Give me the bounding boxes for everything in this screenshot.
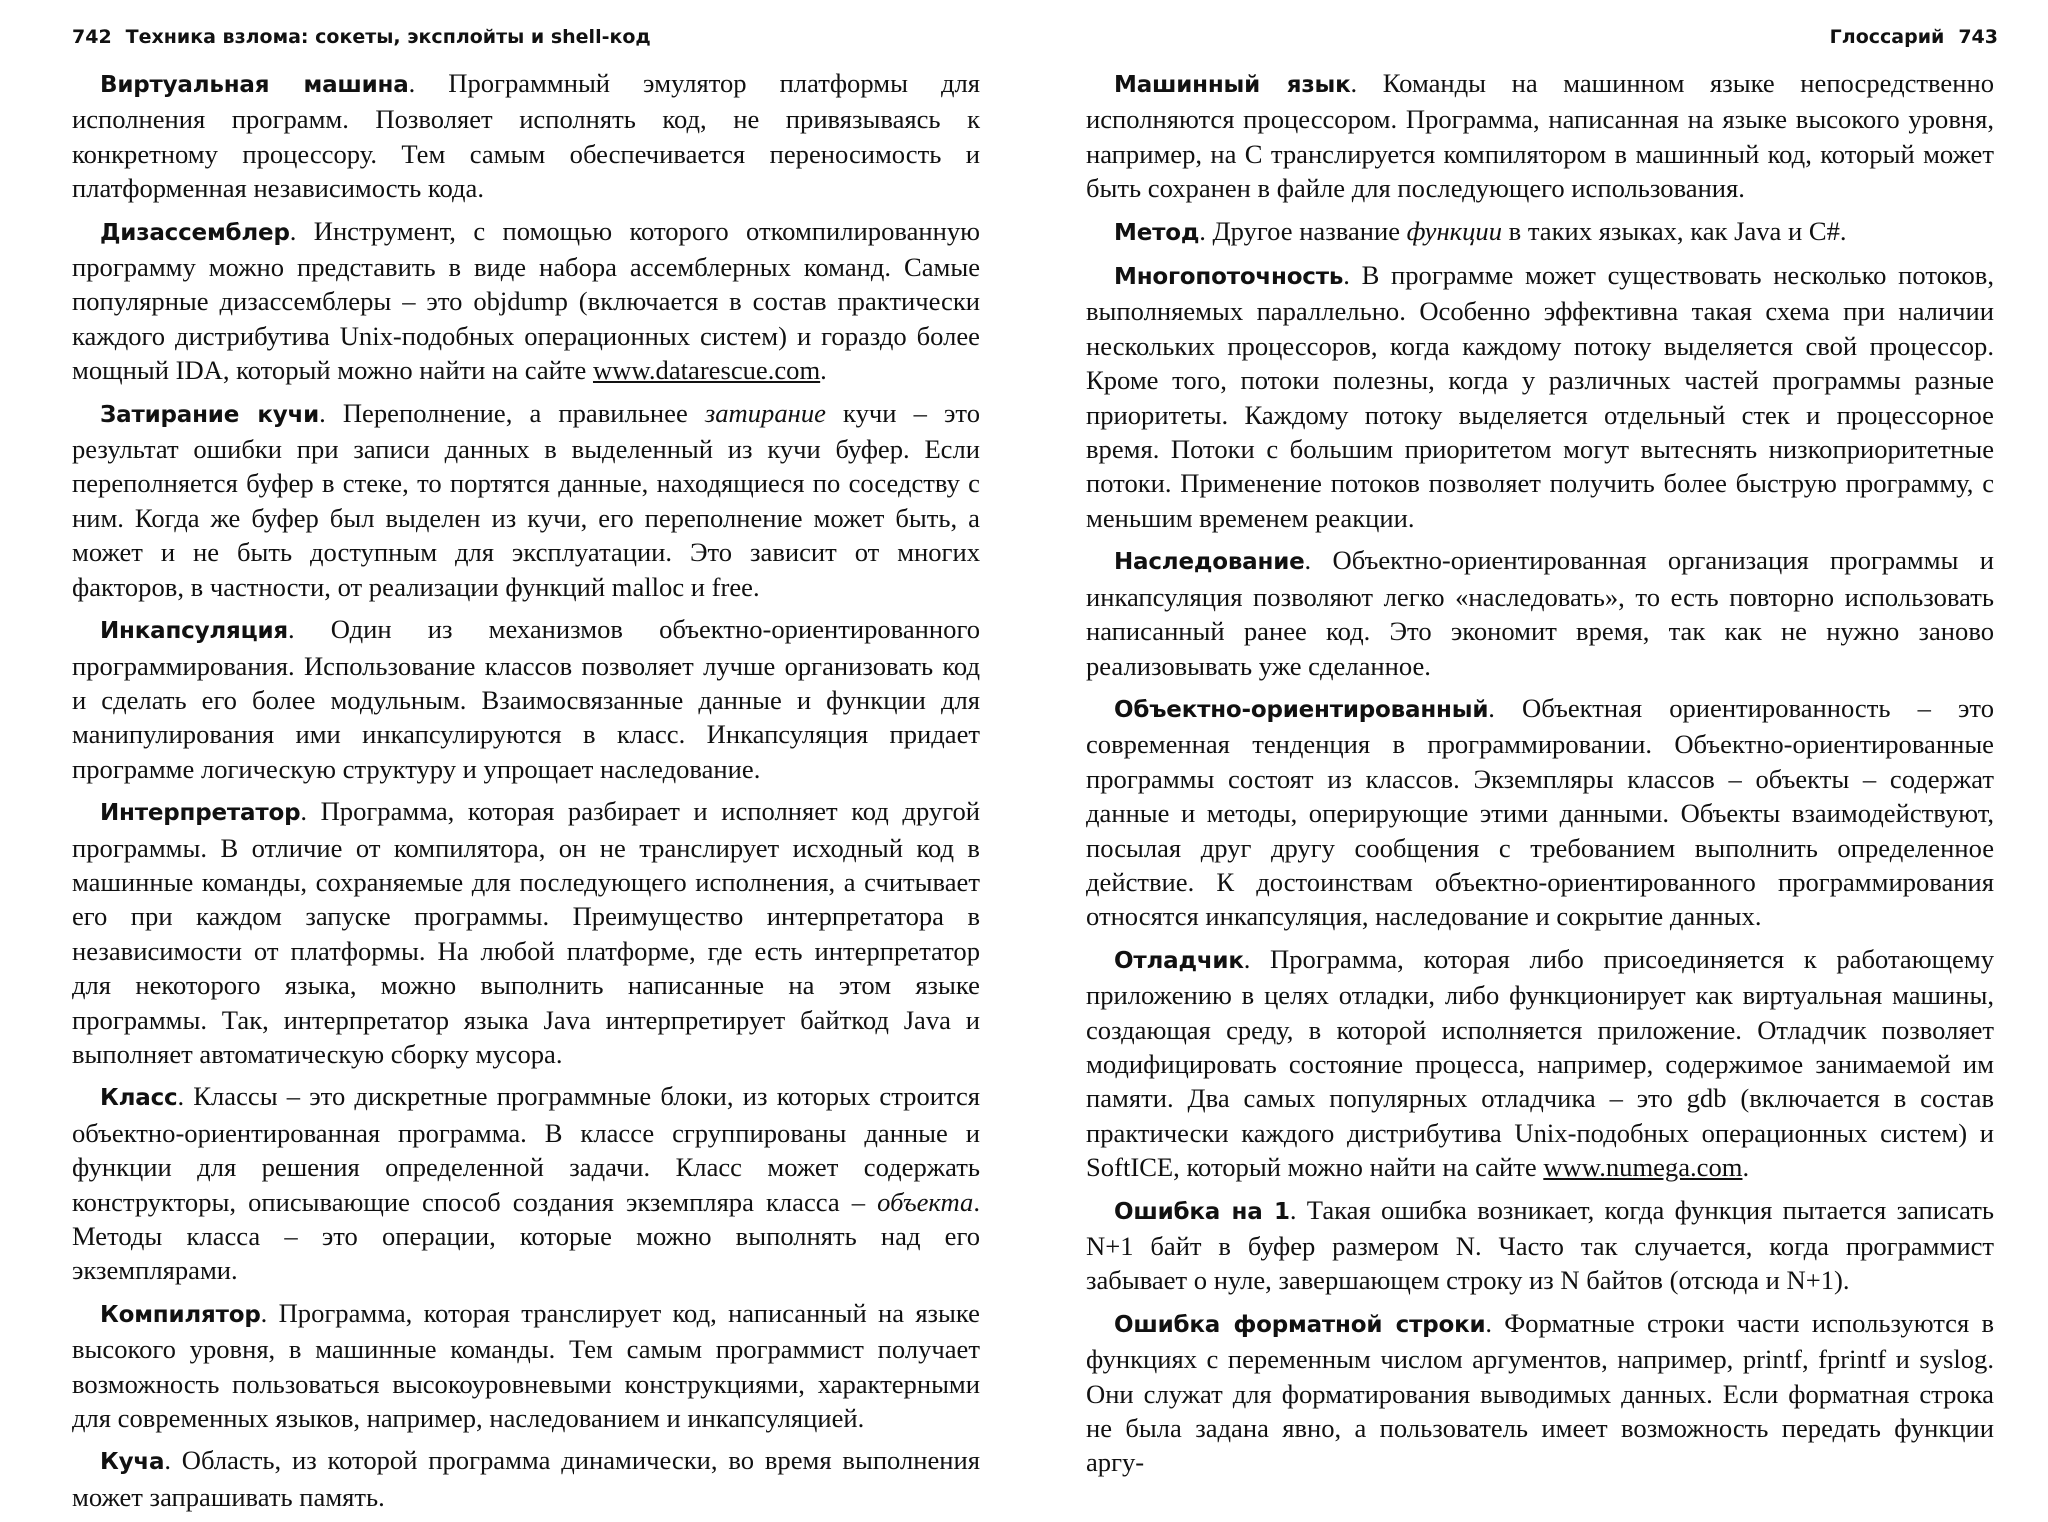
glossary-term: Класс — [100, 1085, 178, 1112]
left-running-title: Техника взлома: сокеты, эксплойты и shell-код — [125, 26, 651, 48]
glossary-term: Наследование — [1114, 549, 1305, 576]
glossary-entry-encapsulation — [72, 612, 980, 786]
glossary-definition: . Другое название — [1199, 215, 1407, 246]
glossary-term: Куча — [100, 1449, 165, 1476]
emphasis-text: затирание — [704, 397, 826, 428]
glossary-definition: . Такая ошибка возникает, когда функция пытается записать N+1 байт в буфер размером N. Часто так случается, когда программист забывает о нуле, завершающем строку из N байтов (отсюда и N+1). — [1086, 1194, 1994, 1296]
glossary-entry-machine-language — [1086, 66, 1994, 206]
glossary-entry-multithreading — [1086, 258, 1994, 535]
glossary-definition: . Область, из которой программа динамически, во время выполнения может запрашивать память. — [72, 1445, 980, 1512]
left-text-column — [72, 66, 980, 1522]
glossary-entry-interpreter — [72, 794, 980, 1071]
glossary-definition: . Классы – это дискретные программные блоки, из которых строится объектно-ориентированная программа. В классе сгруппированы данные и функции для решения определенной задачи. Класс может содержать конструкторы, описывающие способ создания экземпляра класса – — [72, 1081, 980, 1217]
right-page-number: 743 — [1958, 26, 1998, 48]
glossary-term: Виртуальная машина — [100, 72, 409, 98]
glossary-term: Компилятор — [100, 1301, 261, 1328]
glossary-term: Метод — [1114, 219, 1200, 246]
glossary-definition-cont: . Методы класса – это операции, которые можно выполнять над его экземплярами. — [72, 1186, 980, 1286]
glossary-definition: . Программный эмулятор платформы для исполнения программ. Позволяет исполнять код, не привязываясь к конкретному процессору. Тем самым обеспечивается переносимость и платформенная независимость кода. — [72, 68, 980, 204]
glossary-entry-debugger — [1086, 942, 1994, 1185]
glossary-entry-virtual-machine — [72, 66, 980, 206]
glossary-term: Затирание кучи — [100, 401, 320, 428]
glossary-entry-heap — [72, 1443, 980, 1514]
numega-link[interactable]: www.numega.com — [1543, 1152, 1743, 1183]
glossary-definition: . Программа, которая разбирает и исполняет код другой программы. В отличие от компилятора, он не транслирует исходный код в машинные команды, сохраняемые для последующего исполнения, а считывает его при каждом запуске программы. Преимущество интерпретатора в независимости от платформы. На любой платформе, где есть интерпретатор для некоторого языка, можно выполнить написанные на этом языке программы. Так, интерпретатор языка Java интерпретирует байткод Java и выполняет автоматическую сборку мусора. — [72, 796, 980, 1069]
right-running-head — [1830, 26, 1998, 48]
left-page-number: 742 — [72, 26, 112, 48]
left-running-head — [72, 26, 651, 48]
glossary-definition: . Программа, которая либо присоединяется к работающему приложению в целях отладки, либо функционирует как виртуальная машины, создающая среду, в которой исполняется приложение. Отладчик позволяет модифицировать состояние процесса, например, содержимое занимаемой им памяти. Два самых популярных отладчика – это gdb (включается в состав практически каждого дистрибутива Unix-подобных операционных систем) и SoftICE, который можно найти на сайте — [1086, 943, 1994, 1183]
glossary-entry-method — [1086, 214, 1994, 250]
glossary-definition: . Объектно-ориентированная организация программы и инкапсуляция позволяют легко «наследовать», то есть повторно использовать написанный ранее код. Это экономит время, так как не нужно заново реализовывать уже сделанное. — [1086, 545, 1994, 681]
glossary-entry-disassembler — [72, 214, 980, 388]
emphasis-text: объекта — [877, 1186, 974, 1217]
glossary-entry-heap-overflow — [72, 396, 980, 604]
glossary-term: Многопоточность — [1114, 264, 1344, 291]
glossary-definition: . Переполнение, а правильнее — [319, 397, 705, 428]
glossary-definition: . В программе может существовать несколько потоков, выполняемых параллельно. Особенно эффективна такая схема при наличии нескольких процессоров, когда каждому потоку выделяется свой процессор. Кроме того, потоки полезны, когда у различных частей программы разные приоритеты. Каждому потоку выделяется отдельный стек и процессорное время. Потоки с большим приоритетом могут вытеснять низкоприоритетные потоки. Применение потоков позволяет получить более быструю программу, с меньшим временем реакции. — [1086, 260, 1994, 533]
right-text-column — [1086, 66, 1994, 1488]
glossary-entry-object-oriented — [1086, 691, 1994, 934]
glossary-entry-off-by-one — [1086, 1193, 1994, 1298]
glossary-term: Машинный язык — [1114, 72, 1351, 98]
glossary-entry-inheritance — [1086, 543, 1994, 683]
right-running-title: Глоссарий — [1829, 26, 1945, 48]
glossary-term: Ошибка форматной строки — [1114, 1311, 1486, 1338]
glossary-definition-tail: . — [1742, 1152, 1750, 1183]
glossary-term: Отладчик — [1114, 947, 1244, 974]
glossary-entry-compiler — [72, 1296, 980, 1436]
glossary-term: Ошибка на 1 — [1114, 1198, 1290, 1225]
glossary-definition-cont: кучи – это результат ошибки при записи данных в выделенный из кучи буфер. Если переполняется буфер в стеке, то портятся данные, находящиеся по соседству с ним. Когда же буфер был выделен из кучи, его переполнение может быть, а может и не быть доступным для эксплуатации. Это зависит от многих факторов, в частности, от реализации функций malloc и free. — [72, 397, 981, 602]
glossary-term: Дизассемблер — [100, 219, 290, 246]
glossary-definition-tail: . — [820, 355, 827, 386]
glossary-definition: . Программа, которая транслирует код, написанный на языке высокого уровня, в машинные команды. Тем самым программист получает возможность пользоваться высокоуровневыми конструкциями, характерными для современных языков, например, наследованием и инкапсуляцией. — [72, 1297, 980, 1434]
glossary-term: Объектно-ориентированный — [1114, 696, 1489, 723]
glossary-term: Инкапсуляция — [100, 618, 288, 645]
glossary-definition: . Один из механизмов объектно-ориентированного программирования. Использование классов позволяет лучше организовать код и сделать его более модульным. Взаимосвязанные данные и функции для манипулирования ими инкапсулируются в класс. Инкапсуляция придает программе логическую структуру и упрощает наследование. — [72, 614, 980, 784]
glossary-entry-class — [72, 1079, 980, 1287]
left-page — [0, 0, 1024, 1512]
glossary-definition: . Команды на машинном языке непосредственно исполняются процессором. Программа, написанная на языке высокого уровня, например, на C транслируется компилятором в машинный код, который может быть сохранен в файле для последующего использования. — [1086, 68, 1994, 204]
glossary-definition: . Объектная ориентированность – это современная тенденция в программировании. Объектно-ориентированные программы состоят из классов. Экземпляры классов – объекты – содержат данные и методы, оперирующие этими данными. Объекты взаимодействуют, посылая друг другу сообщения с требованием выполнить определенное действие. К достоинствам объектно-ориентированного программирования относятся инкапсуляция, наследование и сокрытие данных. — [1086, 692, 1994, 932]
glossary-term: Интерпретатор — [100, 800, 301, 827]
glossary-entry-format-string — [1086, 1306, 1994, 1480]
glossary-definition: . Форматные строки части используются в функциях с переменным числом аргументов, например, printf, fprintf и syslog. Они служат для форматирования выводимых данных. Если форматная строка не была задана явно, а пользователь имеет возможность передать функции аргу- — [1086, 1307, 1995, 1478]
glossary-definition-cont: в таких языках, как Java и C#. — [1502, 215, 1847, 246]
datarescue-link[interactable]: www.datarescue.com — [592, 355, 821, 386]
glossary-definition: . Инструмент, с помощью которого откомпилированную программу можно представить в виде набора ассемблерных команд. Самые популярные дизассемблеры – это objdump (включается в состав практически каждого дистрибутива Unix-подобных операционных систем) и гораздо более мощный IDA, который можно найти на сайте — [72, 215, 980, 386]
emphasis-text: функции — [1406, 215, 1502, 246]
